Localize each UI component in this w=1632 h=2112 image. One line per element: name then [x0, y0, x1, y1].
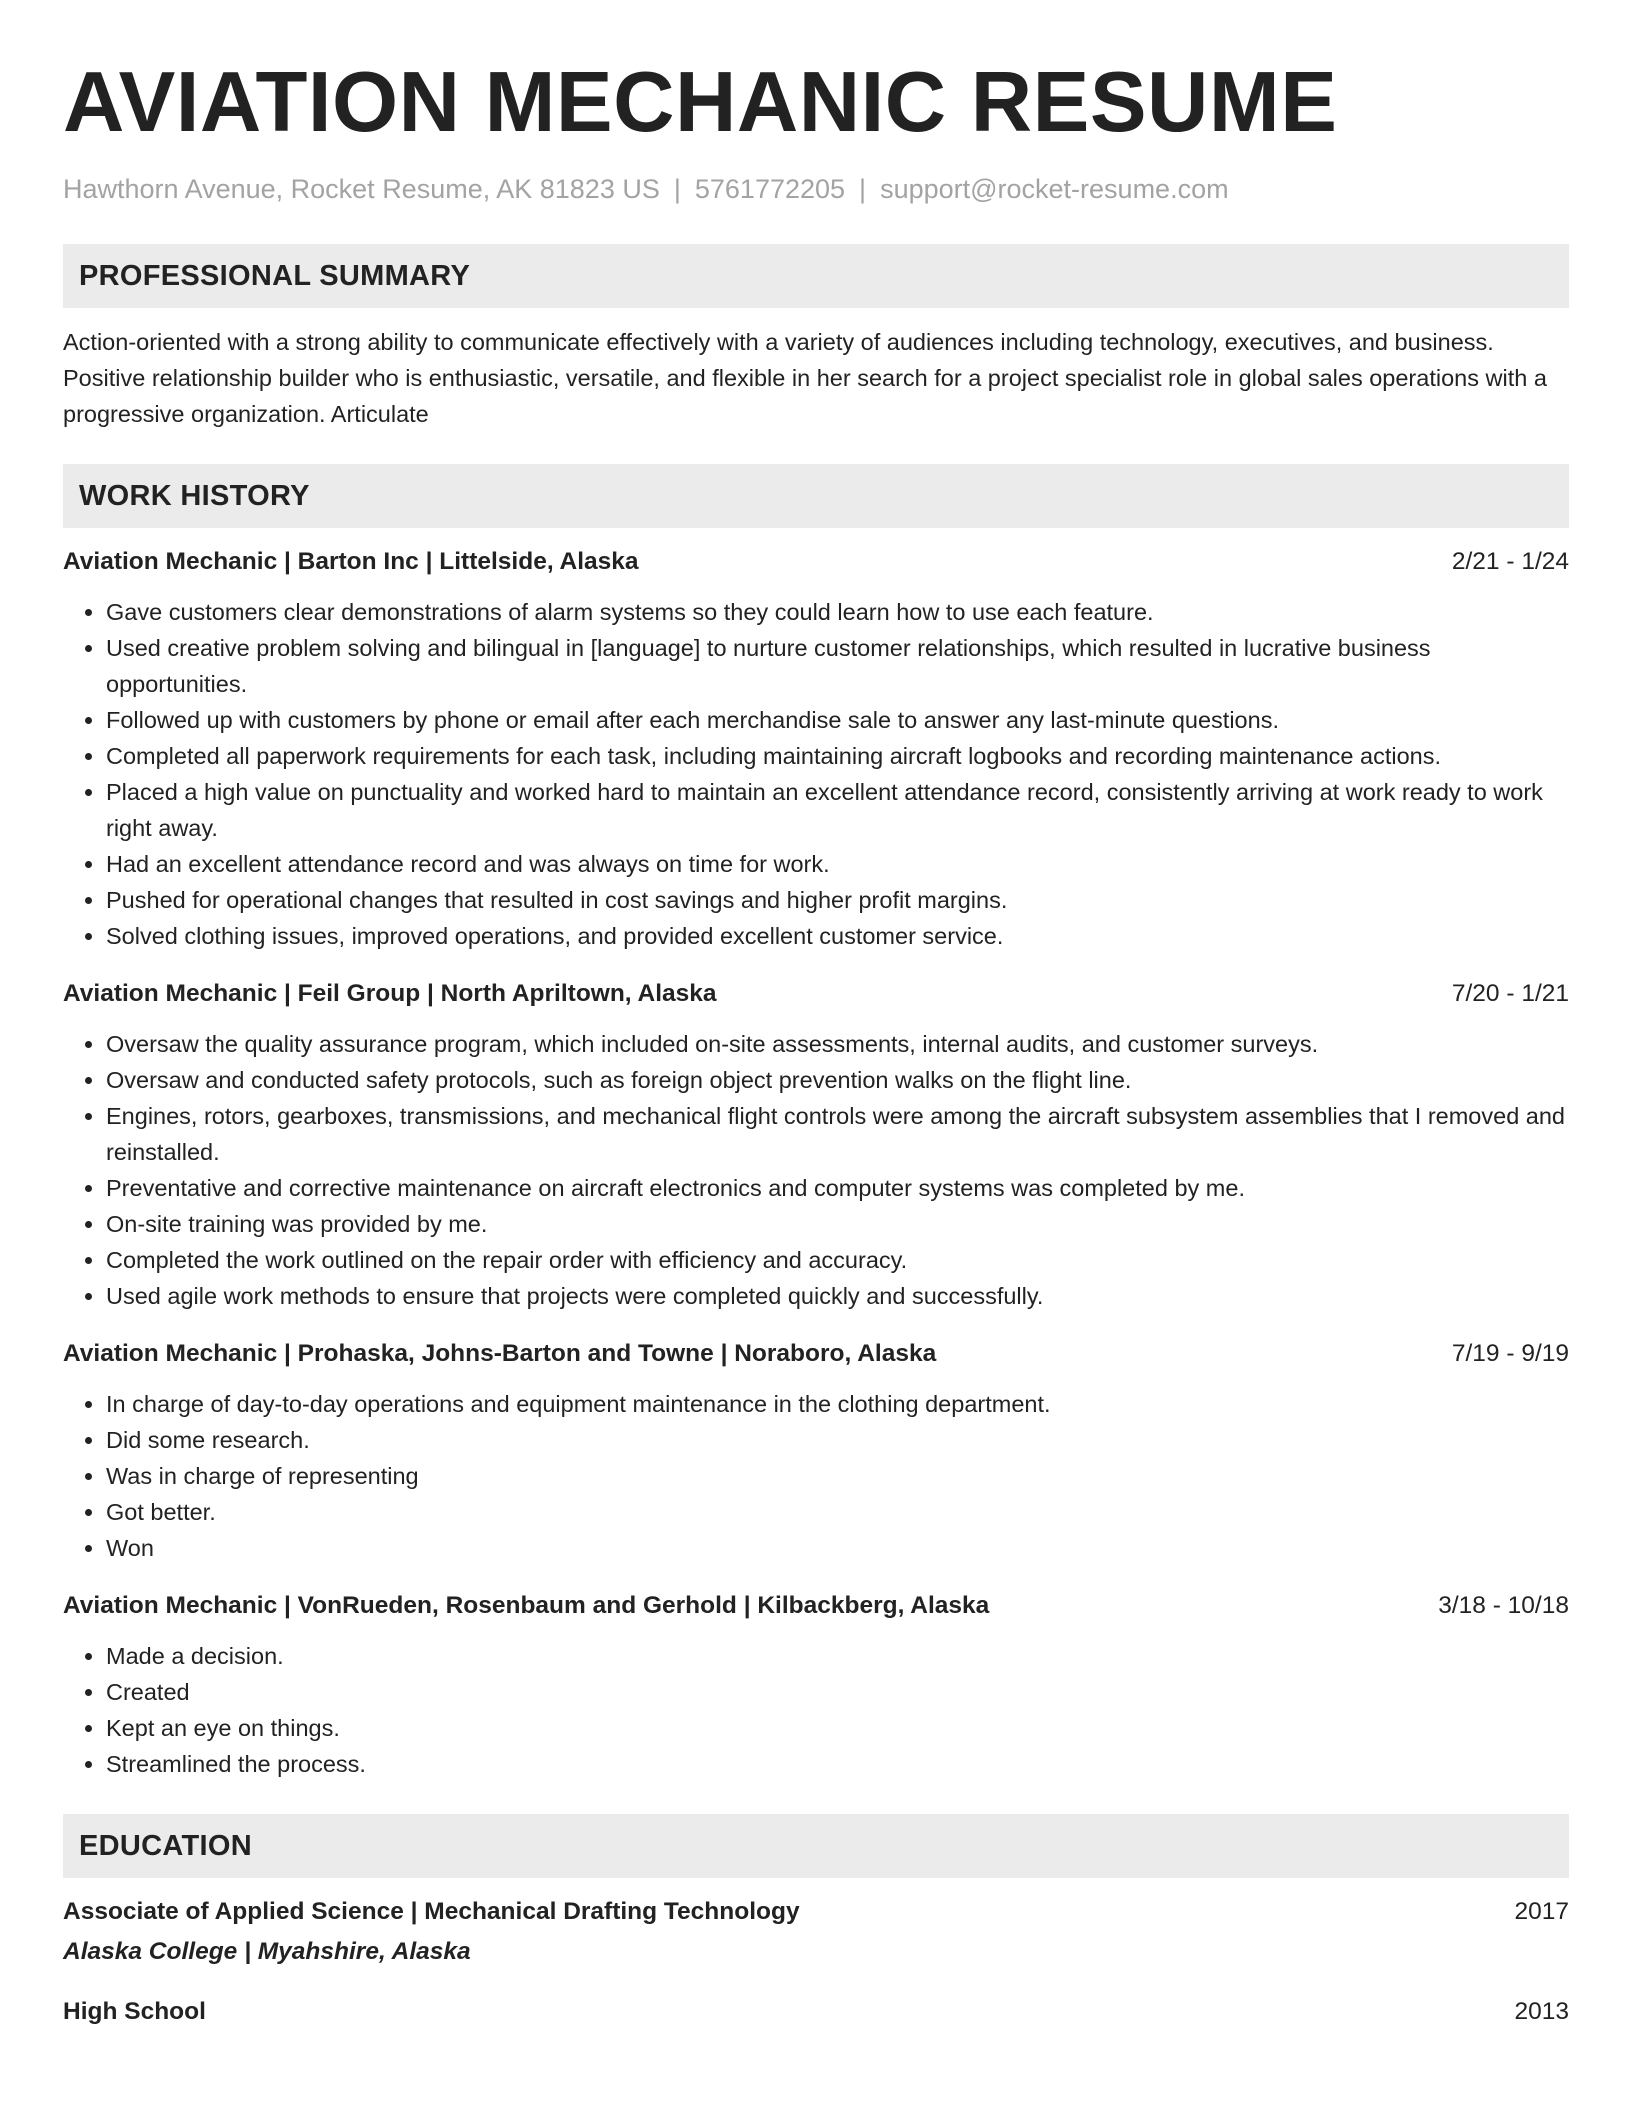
- contact-phone: 5761772205: [694, 174, 846, 204]
- section-heading-work-history: WORK HISTORY: [63, 464, 1569, 528]
- job-entry: [63, 976, 1569, 1314]
- job-bullet: • Kept an eye on things.: [106, 1710, 1569, 1746]
- job-bullet: • Used creative problem solving and bilingual in [language] to nurture customer relationships, which resulted in lucrative business opportunities.: [106, 630, 1569, 702]
- contact-line: [63, 172, 1569, 206]
- contact-address: Hawthorn Avenue, Rocket Resume, AK 81823 US: [63, 174, 660, 204]
- job-bullet: • In charge of day-to-day operations and equipment maintenance in the clothing department.: [106, 1386, 1569, 1422]
- education-degree: Associate of Applied Science | Mechanical Drafting Technology: [63, 1898, 800, 1925]
- job-bullet: • Solved clothing issues, improved operations, and provided excellent customer service.: [106, 918, 1569, 954]
- job-bullet: • On-site training was provided by me.: [106, 1206, 1569, 1242]
- summary-text: Action-oriented with a strong ability to communicate effectively with a variety of audiences including technology, executives, and business. Positive relationship builder who is enthusiastic, versatile, and flexible in her search for a project specialist role in global sales operations with a progressive organization. Articulate: [63, 329, 1547, 427]
- job-bullet: • Gave customers clear demonstrations of alarm systems so they could learn how to use each feature.: [106, 594, 1569, 630]
- job-bullet-list: [63, 594, 1569, 954]
- job-bullet: • Followed up with customers by phone or email after each merchandise sale to answer any last-minute questions.: [106, 702, 1569, 738]
- job-bullet: • Streamlined the process.: [106, 1746, 1569, 1782]
- job-bullet: • Pushed for operational changes that resulted in cost savings and higher profit margins.: [106, 882, 1569, 918]
- job-bullet: • Did some research.: [106, 1422, 1569, 1458]
- education-year: 2013: [1514, 1998, 1569, 2025]
- resume-title: AVIATION MECHANIC RESUME: [63, 55, 1338, 150]
- job-bullet: • Created: [106, 1674, 1569, 1710]
- job-bullet: • Preventative and corrective maintenance on aircraft electronics and computer systems was completed by me.: [106, 1170, 1569, 1206]
- job-title: Aviation Mechanic | VonRueden, Rosenbaum and Gerhold | Kilbackberg, Alaska: [63, 1592, 990, 1619]
- job-bullet-list: [63, 1638, 1569, 1782]
- job-bullet: • Placed a high value on punctuality and worked hard to maintain an excellent attendance record, consistently arriving at work ready to work right away.: [106, 774, 1569, 846]
- job-dates: 7/19 - 9/19: [1451, 1340, 1569, 1367]
- job-dates: 2/21 - 1/24: [1451, 548, 1569, 575]
- job-bullet: • Oversaw the quality assurance program, which included on-site assessments, internal audits, and customer surveys.: [106, 1026, 1569, 1062]
- job-bullet: • Got better.: [106, 1494, 1569, 1530]
- job-entry: [63, 1336, 1569, 1566]
- job-bullet: • Made a decision.: [106, 1638, 1569, 1674]
- job-title: Aviation Mechanic | Prohaska, Johns-Barton and Towne | Noraboro, Alaska: [63, 1340, 937, 1367]
- job-bullet: • Was in charge of representing: [106, 1458, 1569, 1494]
- job-bullet: • Oversaw and conducted safety protocols, such as foreign object prevention walks on the flight line.: [106, 1062, 1569, 1098]
- job-dates: 7/20 - 1/21: [1451, 980, 1569, 1007]
- job-bullet: • Used agile work methods to ensure that projects were completed quickly and successfully.: [106, 1278, 1569, 1314]
- job-bullet: • Completed the work outlined on the repair order with efficiency and accuracy.: [106, 1242, 1569, 1278]
- job-bullet: • Won: [106, 1530, 1569, 1566]
- education-degree: High School: [63, 1998, 206, 2025]
- job-bullet: • Completed all paperwork requirements for each task, including maintaining aircraft logbooks and recording maintenance actions.: [106, 738, 1569, 774]
- contact-separator: |: [859, 174, 867, 204]
- job-entry: [63, 544, 1569, 954]
- job-bullet: • Engines, rotors, gearboxes, transmissions, and mechanical flight controls were among the aircraft subsystem assemblies that I removed and reinstalled.: [106, 1098, 1569, 1170]
- education-year: 2017: [1514, 1898, 1569, 1925]
- education-entry: [63, 1994, 1569, 2030]
- contact-separator: |: [673, 174, 681, 204]
- job-title: Aviation Mechanic | Barton Inc | Littelside, Alaska: [63, 548, 639, 575]
- job-bullet-list: [63, 1026, 1569, 1314]
- job-dates: 3/18 - 10/18: [1438, 1592, 1569, 1619]
- section-heading-education: EDUCATION: [63, 1814, 1569, 1878]
- education-school: Alaska College | Myahshire, Alaska: [63, 1938, 471, 1965]
- job-title: Aviation Mechanic | Feil Group | North Apriltown, Alaska: [63, 980, 717, 1007]
- education-entry: [63, 1894, 1569, 1970]
- contact-email: support@rocket-resume.com: [880, 174, 1229, 204]
- section-heading-summary: PROFESSIONAL SUMMARY: [63, 244, 1569, 308]
- job-entry: [63, 1588, 1569, 1782]
- job-bullet: • Had an excellent attendance record and was always on time for work.: [106, 846, 1569, 882]
- job-bullet-list: [63, 1386, 1569, 1566]
